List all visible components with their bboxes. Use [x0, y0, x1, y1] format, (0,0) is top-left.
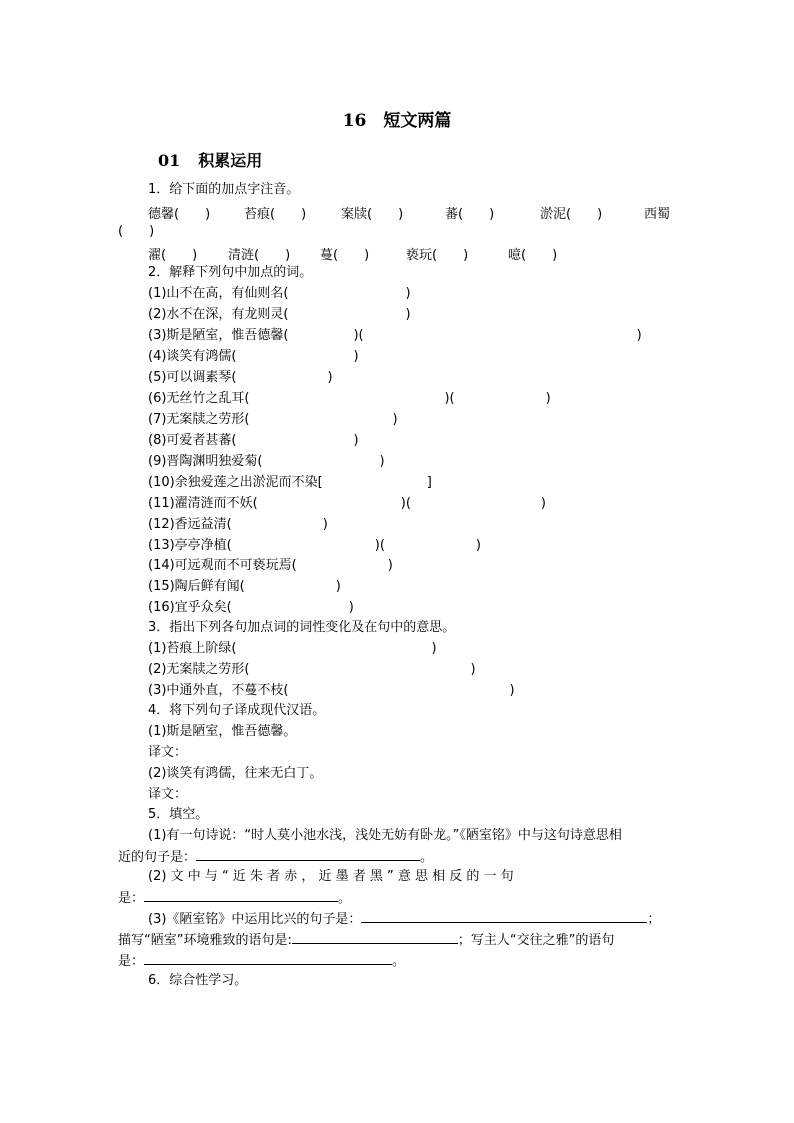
question-2-item: (12)香远益清( )	[148, 517, 328, 532]
question-2-item: (2)水不在深，有龙则灵( )	[148, 307, 411, 322]
question-2-item: (7)无案牍之劳形( )	[148, 412, 398, 427]
question-3-item: (2)无案牍之劳形( )	[148, 662, 476, 677]
pinyin-item: 德馨( )	[148, 207, 211, 222]
pinyin-item: 案牍( )	[341, 207, 404, 222]
question-3-item: (1)苔痕上阶绿( )	[148, 641, 437, 656]
question-2-item: (9)晋陶渊明独爱菊( )	[148, 454, 385, 469]
question-2-item: (4)谈笑有鸿儒( )	[148, 349, 359, 364]
question-2-item: (5)可以调素琴( )	[148, 370, 333, 385]
section-number: 01	[158, 151, 181, 170]
pinyin-item: 蔓( )	[320, 248, 370, 263]
punctuation: 。	[338, 891, 352, 906]
question-1-row-1-continued: ( )	[118, 224, 155, 239]
pinyin-item: 苔痕( )	[244, 207, 307, 222]
question-4-sentence-1: (1)斯是陋室，惟吾德馨。	[148, 724, 297, 739]
section-label: 积累运用	[198, 151, 263, 170]
question-2-item: (14)可远观而不可亵玩焉( )	[148, 558, 393, 573]
question-2-item: (6)无丝竹之乱耳( )( )	[148, 391, 551, 406]
question-5-part-3-line-2	[118, 931, 614, 950]
punctuation: 。	[392, 954, 406, 969]
question-5-part-3-prefix-c: 是：	[118, 954, 145, 969]
pinyin-item: 西蜀	[644, 207, 671, 222]
question-2-item: (1)山不在高，有仙则名( )	[148, 286, 411, 301]
question-5-part-2-prefix: 是：	[118, 891, 145, 906]
question-3-item: (3)中通外直，不蔓不枝( )	[148, 683, 515, 698]
question-5-part-3-label-a: 描写“陋室”环境雅致的语句是:	[118, 933, 292, 948]
question-1-stem: 1．给下面的加点字注音。	[148, 182, 300, 197]
answer-blank[interactable]	[361, 910, 647, 923]
question-4-sentence-2: (2)谈笑有鸿儒，往来无白丁。	[148, 766, 323, 781]
section-heading	[158, 148, 268, 174]
question-5-part-3-line-1	[148, 910, 660, 929]
page-title: 16 短文两篇	[342, 111, 452, 131]
question-6-stem: 6．综合性学习。	[148, 973, 248, 988]
question-2-item: (15)陶后鲜有闻( )	[148, 579, 341, 594]
question-5-part-3-line-3	[118, 952, 405, 971]
answer-blank[interactable]	[196, 848, 420, 861]
punctuation: 。	[420, 850, 434, 865]
question-5-stem: 5．填空。	[148, 807, 209, 822]
question-5-part-1-line-2	[118, 848, 433, 867]
question-4-translation-2: 译文：	[148, 787, 188, 802]
pinyin-item: 濯( )	[148, 248, 198, 263]
pinyin-item: 噫( )	[508, 248, 558, 263]
question-2-item: (16)宜乎众矣( )	[148, 600, 354, 615]
answer-blank[interactable]	[144, 889, 338, 902]
question-5-part-3-label-b: ；写主人“交往之雅”的语句	[457, 933, 615, 948]
question-5-part-2-line-2	[118, 889, 351, 908]
question-2-item: (11)濯清涟而不妖( )( )	[148, 496, 546, 511]
question-5-part-1-prefix: 近的句子是：	[118, 850, 197, 865]
question-2-item: (8)可爱者甚蕃( )	[148, 433, 359, 448]
question-5-part-1-line-1: (1)有一句诗说：“时人莫小池水浅，浅处无妨有卧龙。”《陋室铭》中与这句诗意思相	[148, 828, 622, 843]
question-2-stem: 2．解释下列句中加点的词。	[148, 265, 313, 280]
question-4-translation-1: 译文：	[148, 745, 188, 760]
question-5-part-3-prefix: (3)《陋室铭》中运用比兴的句子是：	[148, 912, 362, 927]
answer-blank[interactable]	[144, 952, 392, 965]
question-5-part-2-line-1: (2) 文 中 与 “ 近 朱 者 赤 ， 近 墨 者 黑 ” 意 思 相 反 的 一 句	[148, 869, 514, 884]
pinyin-item: 蕃( )	[445, 207, 495, 222]
question-4-stem: 4．将下列句子译成现代汉语。	[148, 703, 326, 718]
question-3-stem: 3．指出下列各句加点词的词性变化及在句中的意思。	[148, 620, 456, 635]
pinyin-item: 亵玩( )	[406, 248, 469, 263]
question-2-item: (13)亭亭净植( )( )	[148, 538, 481, 553]
question-2-item: (3)斯是陋室，惟吾德馨( )( )	[148, 328, 642, 343]
answer-blank[interactable]	[292, 931, 458, 944]
question-2-item: (10)余独爱莲之出淤泥而不染[ ]	[148, 475, 432, 490]
punctuation: ；	[647, 912, 661, 927]
pinyin-item: 清涟( )	[228, 248, 291, 263]
pinyin-item: 淤泥( )	[540, 207, 603, 222]
